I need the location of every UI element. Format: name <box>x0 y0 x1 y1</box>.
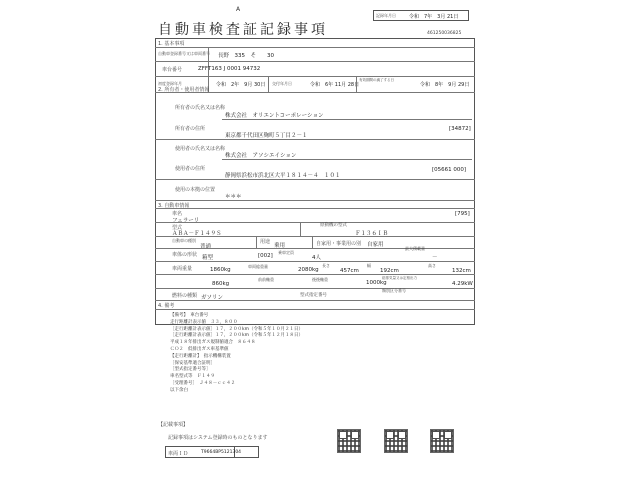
footer-note: 記録事項はシステム登録時のものとなります <box>168 435 268 441</box>
width-value: 192cm <box>380 268 399 274</box>
displacement-label: 総排気量又は定格出力 <box>382 276 417 280</box>
max-load-label: 最大積載量 <box>405 246 425 251</box>
owner-address-value: 東京都千代田区麹町５丁目２－１ <box>225 133 308 139</box>
fuel-type-value: ガソリン <box>201 295 224 301</box>
issue-date-value: 令和 6年 11月 28日 <box>310 82 360 88</box>
remarks-line: ［受理番号］ Ｊ４８－ｃｃ４２ <box>170 380 236 386</box>
section-3-label: 3. 自動車情報 <box>158 203 190 209</box>
use-label: 用途 <box>260 239 271 245</box>
max-load-value: － <box>432 255 438 261</box>
date-value: 令和 7年 3月 21日 <box>409 14 459 20</box>
car-name-code: [795] <box>455 211 470 217</box>
private-business-label: 自家用・事業用の別 <box>316 241 362 247</box>
chassis-label: 車台番号 <box>162 67 183 73</box>
user-name-label: 使用者の氏名又は名称 <box>175 146 226 152</box>
expiry-label: 有効期間の満了する日 <box>359 78 394 82</box>
top-mark: A <box>236 6 241 13</box>
type-designation-label: 型式指定番号 <box>300 293 327 298</box>
footer-box <box>155 420 475 465</box>
qr-code-icon <box>430 429 454 453</box>
engine-label: 原動機の型式 <box>320 223 347 228</box>
model-label: 型式 <box>172 225 183 231</box>
remarks-block <box>170 313 303 395</box>
registration-number-value: 長野 335 そ 30 <box>218 53 274 59</box>
date-stamp <box>373 10 469 21</box>
registration-number-label: 自動車登録番号又は車両番号 <box>158 51 210 56</box>
qr-code-icon <box>384 429 408 453</box>
body-shape-label: 車体の形状 <box>172 252 198 258</box>
class-number-label: 類別区分番号 <box>382 288 406 293</box>
chassis-value: ZFFT163 J 0001 94732 <box>198 66 261 72</box>
remarks-line: ［走行距離計表示値］１７，２００km（令和５年１２月１８日） <box>170 333 303 339</box>
rear-axle-value: 1000kg <box>366 280 387 286</box>
model-value: ＡＢＡ－Ｆ１４９Ｓ <box>172 231 222 237</box>
car-name-value: フェラーリ <box>172 218 200 224</box>
page-title: 自動車検査証記録事項 <box>158 22 328 38</box>
front-axle-label: 前前軸重 <box>258 277 274 282</box>
remarks-line: 【走行距離計】 指示機構装置 <box>170 353 231 359</box>
rear-axle-label: 後後軸重 <box>312 277 328 282</box>
user-address-value: 静岡県浜松市浜北区大平１８１４－４ １０１ <box>225 173 341 179</box>
remarks-line: 以下余白 <box>170 387 188 393</box>
document-number: 461250036825 <box>427 31 462 36</box>
section-4-label: 4. 備考 <box>158 303 175 309</box>
height-label: 高さ <box>428 263 436 268</box>
displacement-value: 4.29kW <box>452 281 473 287</box>
remarks-line: ＣＯ２ 低排出ガス車基準値 <box>170 346 229 352</box>
remarks-line: ［走行距離計表示値］１７，２００km（令和５年１０月２１日） <box>170 326 303 332</box>
body-shape-code: [002] <box>258 253 273 259</box>
owner-address-label: 所有者の住所 <box>175 126 206 132</box>
gross-weight-label: 車両総重量 <box>248 264 268 269</box>
front-axle-value: 860kg <box>212 281 230 287</box>
issue-date-label: 交付年月日 <box>272 81 292 86</box>
vehicle-id-value: T9664BP5121304 <box>201 450 242 455</box>
remarks-line: 【備考】 車台番号 <box>170 313 209 318</box>
private-business-value: 自家用 <box>367 242 384 248</box>
qr-code-icon <box>337 429 361 453</box>
vehicle-kind-value: 普通 <box>200 244 212 250</box>
first-registration-value: 令和 2年 9月 30日 <box>216 82 266 88</box>
body-shape-value: 箱型 <box>202 255 214 261</box>
remarks-line: ［型式指定番号等］ <box>170 367 211 373</box>
user-address-label: 使用者の住所 <box>175 166 206 172</box>
section-1-label: 1. 基本事項 <box>158 41 185 47</box>
base-location-label: 使用の本拠の位置 <box>175 187 216 193</box>
vehicle-kind-label: 自動車の種別 <box>172 238 196 243</box>
section-2-label: 2. 所有者・使用者情報 <box>158 87 210 93</box>
owner-name-value: 株式会社 オリエントコーポレーション <box>225 113 324 119</box>
remarks-line: 車名型式等 Ｆ１４９ <box>170 374 215 380</box>
capacity-value: 4人 <box>312 255 321 261</box>
owner-address-code: [34872] <box>449 126 471 132</box>
user-name-value: 株式会社 アソシエイション <box>225 153 297 159</box>
vehicle-weight-label: 車両重量 <box>172 266 193 272</box>
fuel-type-label: 燃料の種類 <box>172 293 198 299</box>
length-value: 457cm <box>340 268 359 274</box>
first-registration-label: 初度登録年月 <box>158 81 182 86</box>
vehicle-id-value-box <box>199 446 259 458</box>
date-label: 記録年月日 <box>376 13 396 18</box>
remarks-line: 走行距離計表示値 ３３，８００ <box>170 319 238 325</box>
vehicle-id-label: 車両ＩＤ <box>168 451 189 457</box>
user-address-code: [05661 000] <box>432 167 467 173</box>
engine-value: Ｆ１３６ＩＢ <box>355 231 389 237</box>
height-value: 132cm <box>452 268 471 274</box>
remarks-line: 平成１８年排出ガス規制値適合 ８６４８ <box>170 340 256 346</box>
gross-weight-value: 2080kg <box>298 267 319 273</box>
owner-name-label: 所有者の氏名又は名称 <box>175 105 226 111</box>
vehicle-weight-value: 1860kg <box>210 267 231 273</box>
capacity-label: 乗車定員 <box>278 250 294 255</box>
length-label: 長さ <box>322 263 330 268</box>
use-value: 乗用 <box>274 243 286 249</box>
car-name-label: 車名 <box>172 211 183 217</box>
width-label: 幅 <box>367 263 371 268</box>
footer-section-label: 【記載事項】 <box>158 422 189 428</box>
expiry-value: 令和 8年 9月 29日 <box>420 82 470 88</box>
remarks-line: ［保安基準適合証明］ <box>170 360 215 366</box>
base-location-value: ＊＊＊ <box>225 194 242 200</box>
